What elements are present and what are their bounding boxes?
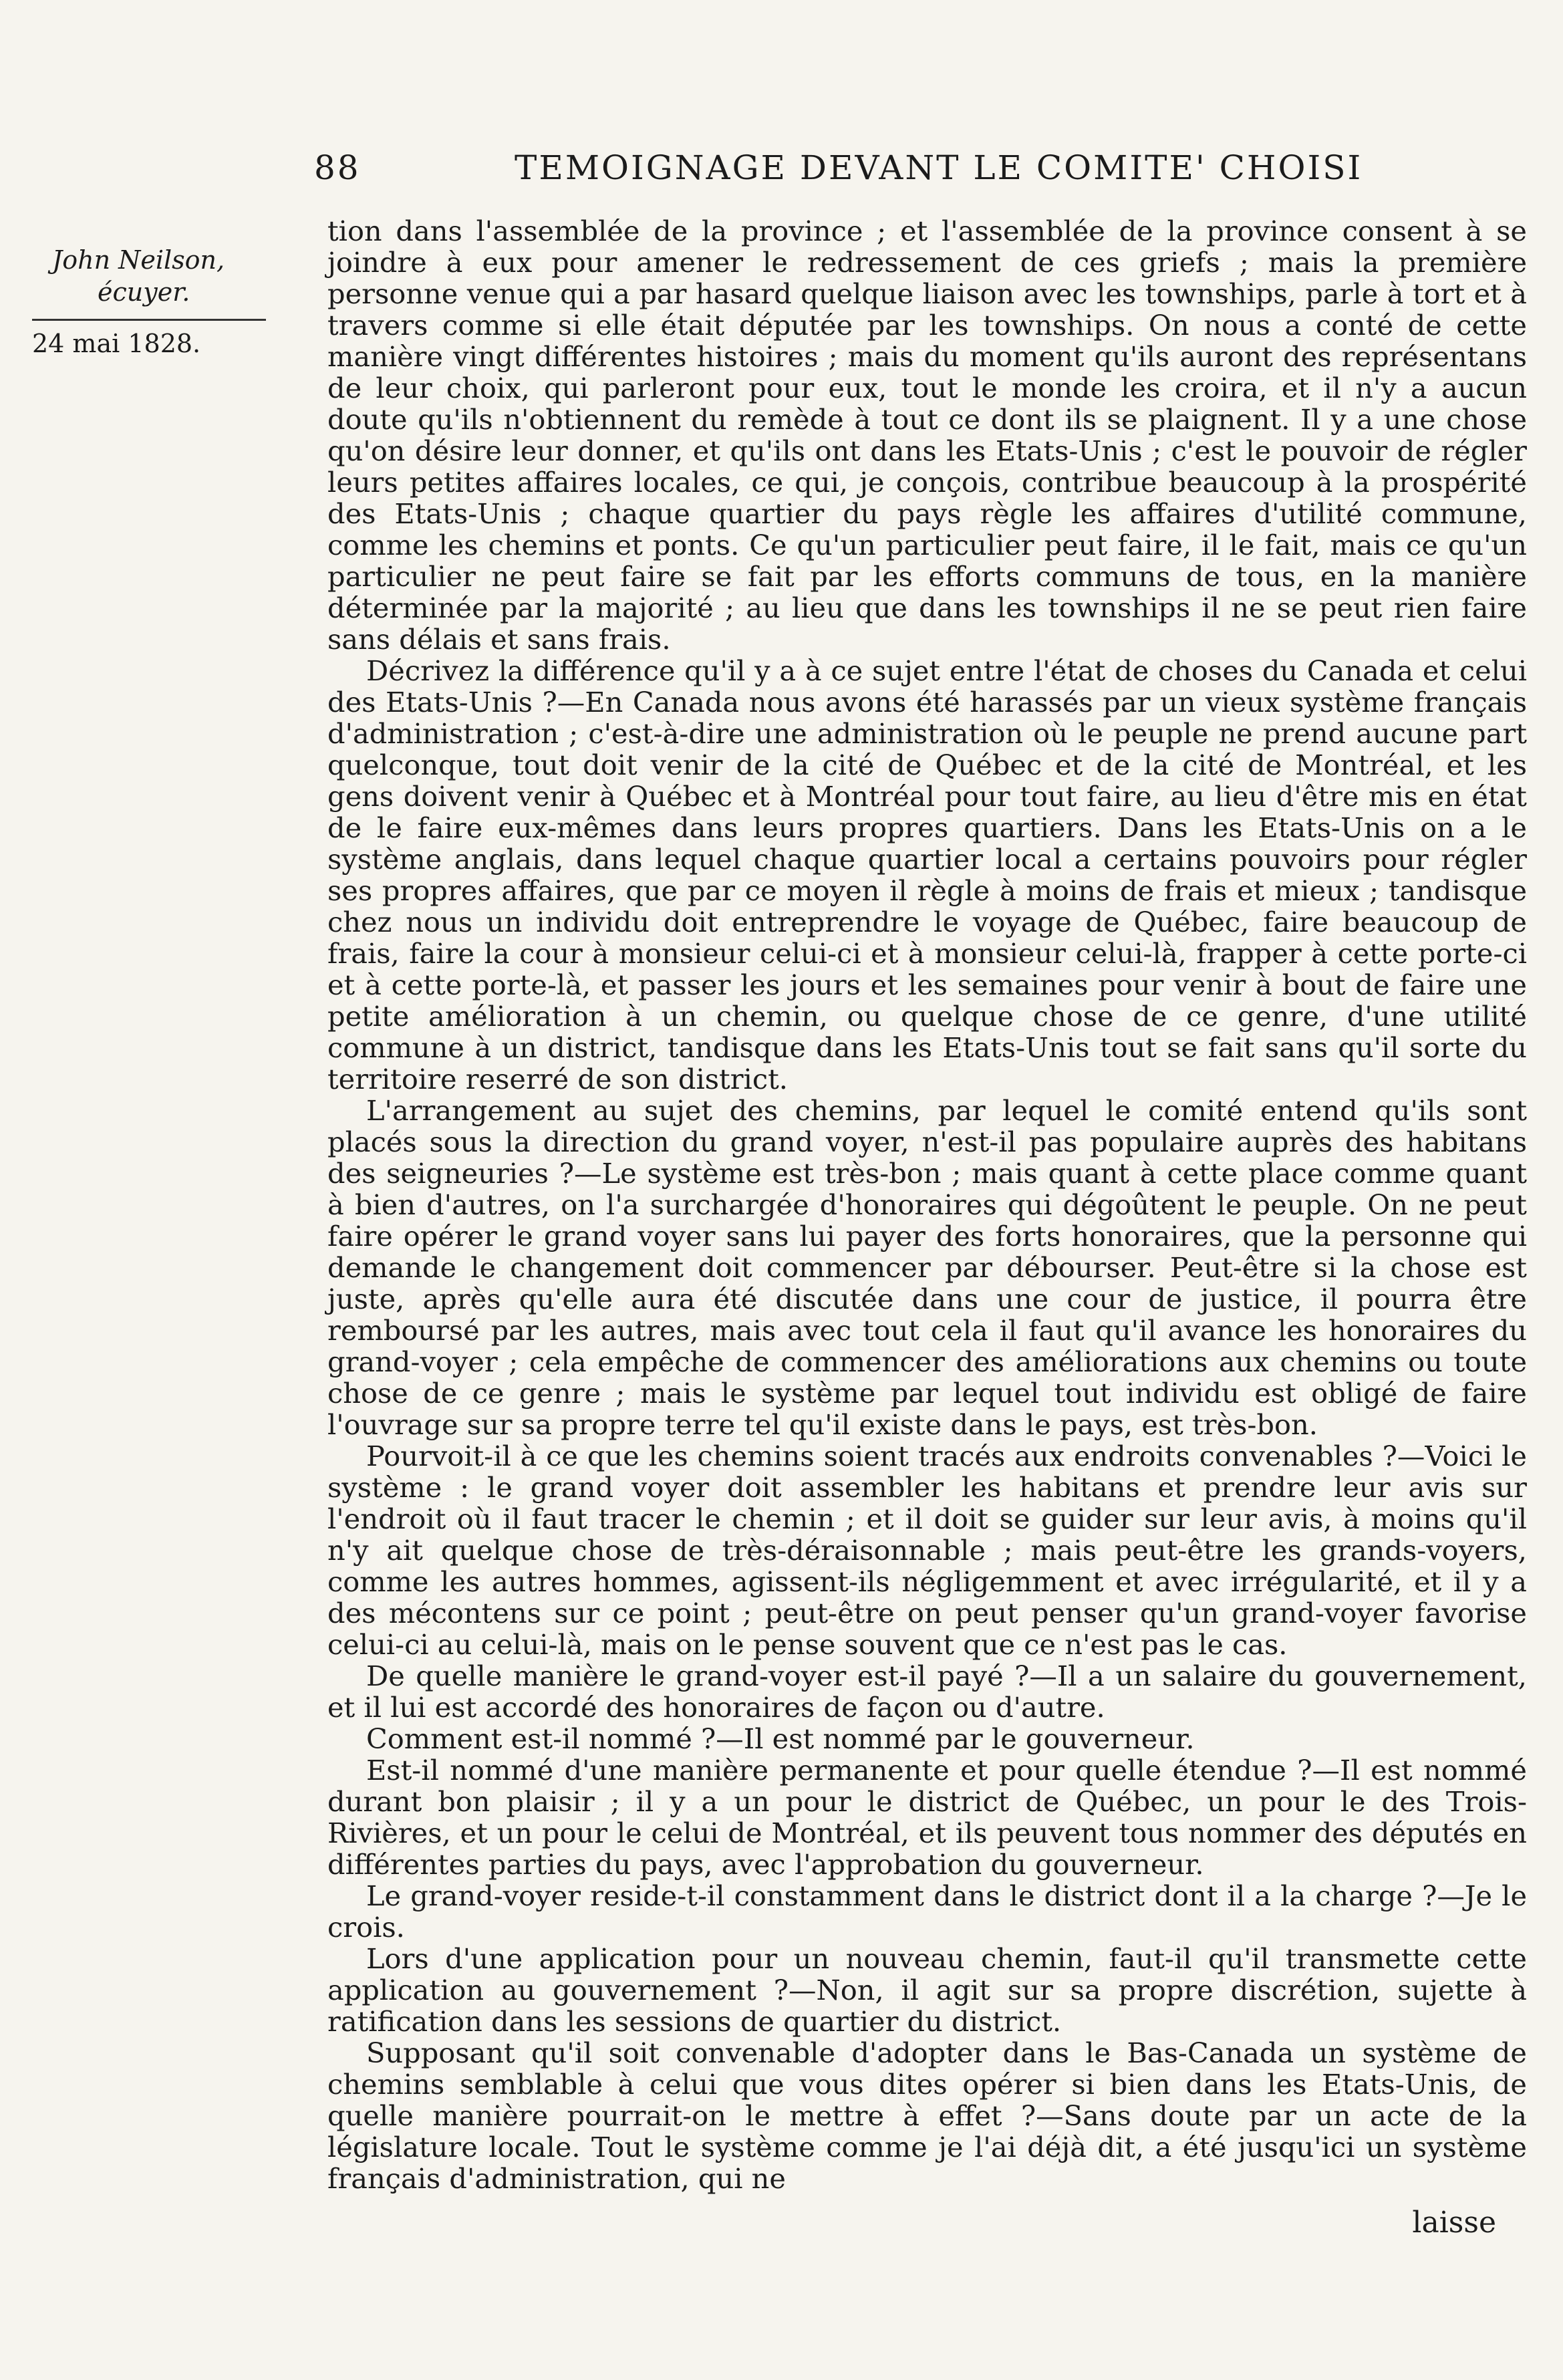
body-text	[327, 215, 1527, 2194]
paragraph: Le grand-voyer reside-t-il constamment dans le district dont il a la charge ?—Je le crois.	[327, 1879, 1527, 1944]
paragraph: Est-il nommé d'une manière permanente et pour quelle étendue ?—Il est nommé durant bon plaisir ; il y a un pour le district de Québec, un pour le des Trois-Rivières, et un pour le celui de Montréal, et ils peuvent tous nommer des députés en différentes parties du pays, avec l'approbation du gouverneur.	[327, 1754, 1527, 1881]
margin-note	[32, 244, 313, 360]
paragraph: Comment est-il nommé ?—Il est nommé par le gouverneur.	[366, 1722, 1195, 1755]
paragraph: De quelle manière le grand-voyer est-il payé ?—Il a un salaire du gouvernement, et il lui est accordé des honoraires de façon ou d'autre.	[327, 1660, 1527, 1724]
paragraph: Pourvoit-il à ce que les chemins soient tracés aux endroits convenables ?—Voici le système : le grand voyer doit assembler les habitans et prendre leur avis sur l'endroit où il faut tracer le chemin ; et il doit se guider sur leur avis, à moins qu'il n'y ait quelque chose de très-déraisonnable ; mais peut-être les grands-voyers, comme les autres hommes, agissent-ils négligemment et avec irrégularité, et il y a des mécontens sur ce point ; peut-être on peut penser qu'un grand-voyer favorise celui-ci au celui-là, mais on le pense souvent que ce n'est pas le cas.	[327, 1440, 1527, 1661]
paragraph: L'arrangement au sujet des chemins, par lequel le comité entend qu'ils sont placés sous la direction du grand voyer, n'est-il pas populaire auprès des habitans des seigneuries ?—Le système est très-bon ; mais quant à cette place comme quant à bien d'autres, on l'a surchargée d'honoraires qui dégoûtent le peuple. On ne peut faire opérer le grand voyer sans lui payer des forts honoraires, que la personne qui demande le changement doit commencer par débourser. Peut-être si la chose est juste, après qu'elle aura été discutée dans une cour de justice, il pourra être remboursé par les autres, mais avec tout cela il faut qu'il avance les honoraires du grand-voyer ; cela empêche de commencer des améliorations aux chemins ou toute chose de ce genre ; mais le système par lequel tout individu est obligé de faire l'ouvrage sur sa propre terre tel qu'il existe dans le pays, est très-bon.	[327, 1094, 1527, 1441]
paragraph: Décrivez la différence qu'il y a à ce sujet entre l'état de choses du Canada et celui des Etats-Unis ?—En Canada nous avons été harassés par un vieux système français d'administration ; c'est-à-dire une administration où le peuple ne prend aucune part quelconque, tout doit venir de la cité de Québec et de la cité de Montréal, et les gens doivent venir à Québec et à Montréal pour tout faire, au lieu d'être mis en état de le faire eux-mêmes dans leurs propres quartiers. Dans les Etats-Unis on a le système anglais, dans lequel chaque quartier local a certains pouvoirs pour régler ses propres affaires, que par ce moyen il règle à moins de frais et mieux ; tandisque chez nous un individu doit entreprendre le voyage de Québec, faire beaucoup de frais, faire la cour à monsieur celui-ci et à monsieur celui-là, frapper à cette porte-ci et à cette porte-là, et passer les jours et les semaines pour venir à bout de faire une petite amélioration à un chemin, ou quelque chose de ce genre, d'une utilité commune à un district, tandisque dans les Etats-Unis tout se fait sans qu'il sorte du territoire reserré de son district.	[327, 654, 1527, 1095]
page-number: 88	[314, 148, 361, 187]
testimony-date: 24 mai 1828.	[32, 329, 201, 358]
witness-name: John Neilson,	[52, 245, 225, 275]
paragraph: Supposant qu'il soit convenable d'adopter dans le Bas-Canada un système de chemins semblable à celui que vous dites opérer si bien dans les Etats-Unis, de quelle manière pourrait-on le mettre à effet ?—Sans doute par un acte de la législature locale. Tout le système comme je l'ai déjà dit, a été jusqu'ici un système français d'administration, qui ne	[327, 2036, 1527, 2195]
witness-title: écuyer.	[98, 277, 190, 307]
page-header	[314, 148, 1563, 195]
paragraph: tion dans l'assemblée de la province ; et l'assemblée de la province consent à se joindre à eux pour amener le redressement de ces griefs ; mais la première personne venue qui a par hasard quelque liaison avec les townships, parle à tort et à travers comme si elle était députée par les townships. On nous a conté de cette manière vingt différentes histoires ; mais du moment qu'ils auront des représentans de leur choix, qui parleront pour eux, tout le monde les croira, et il n'y a aucun doute qu'ils n'obtiennent du remède à tout ce dont ils se plaignent. Il y a une chose qu'on désire leur donner, et qu'ils ont dans les Etats-Unis ; c'est le pouvoir de régler leurs petites affaires locales, ce qui, je conçois, contribue beaucoup à la prospérité des Etats-Unis ; chaque quartier du pays règle les affaires d'utilité commune, comme les chemins et ponts. Ce qu'un particulier peut faire, il le fait, mais ce qu'un particulier ne peut faire se fait par les efforts communs de tous, en la manière déterminée par la majorité ; au lieu que dans les townships il ne se peut rien faire sans délais et sans frais.	[327, 215, 1527, 656]
catchword: laisse	[1412, 2206, 1496, 2240]
paragraph: Lors d'une application pour un nouveau chemin, faut-il qu'il transmette cette application au gouvernement ?—Non, il agit sur sa propre discrétion, sujette à ratification dans les sessions de quartier du district.	[327, 1942, 1527, 2038]
running-title: TEMOIGNAGE DEVANT LE COMITE' CHOISI	[515, 148, 1363, 187]
margin-rule	[32, 319, 266, 321]
